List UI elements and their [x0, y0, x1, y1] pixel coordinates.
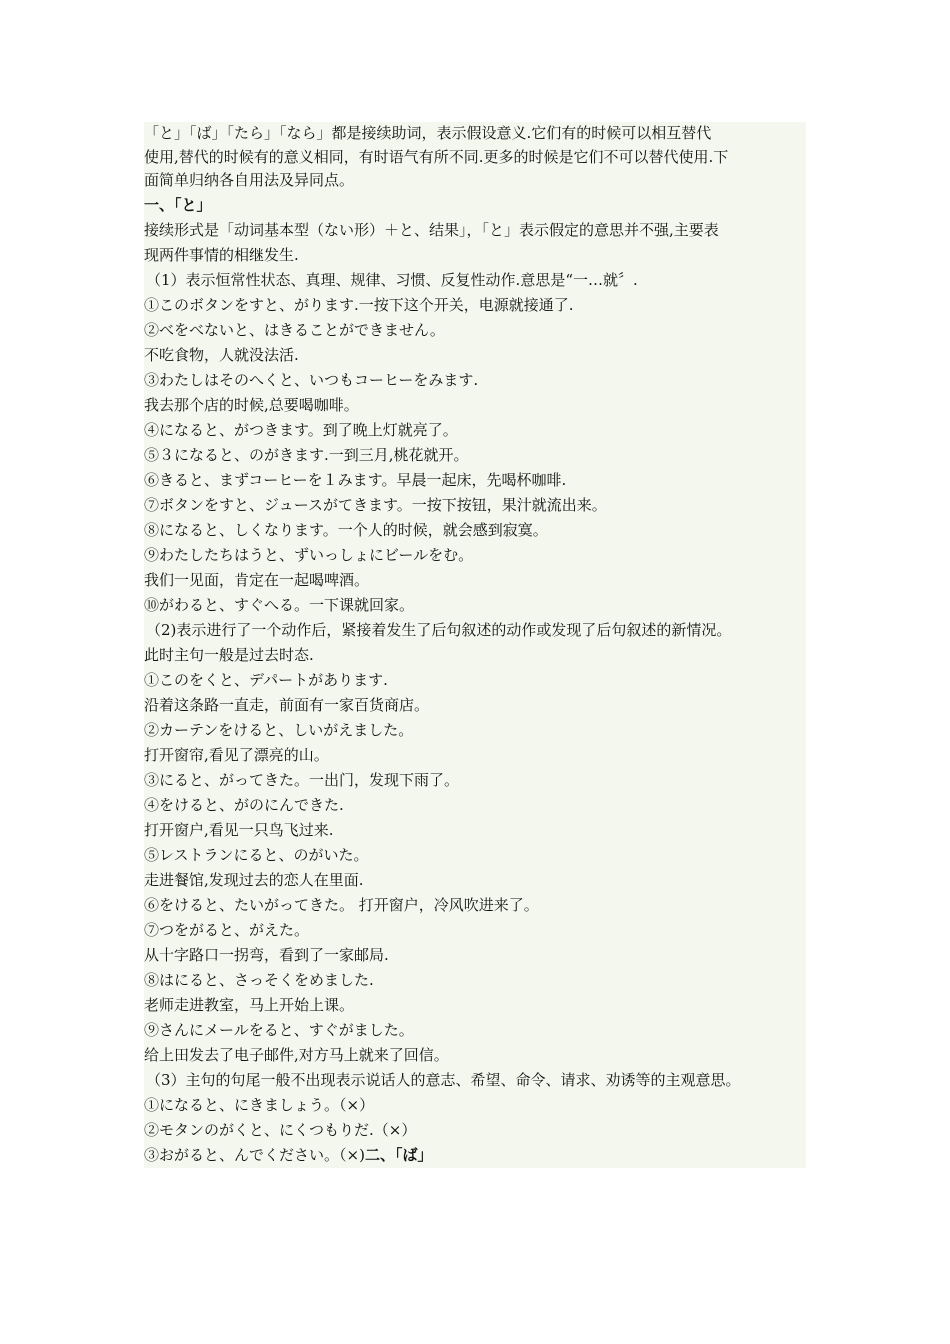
intro-line-2: 使用,替代的时候有的意义相同，有时语气有所不同.更多的时候是它们不可以替代使用.下 [144, 147, 729, 166]
example-line: ⑨さんにメールをると、すぐがました。 [144, 1020, 414, 1039]
example-line: ⑦つをがると、がえた。 [144, 920, 310, 939]
example-line: 我们一见面，肯定在一起喝啤酒。 [144, 570, 370, 589]
example-line: ⑤レストランにると、のがいた。 [144, 845, 369, 864]
example-line-last [144, 1143, 806, 1168]
intro-line-1: 「と」「ば」「たら」「なら」都是接续助词，表示假设意义.它们有的时候可以相互替代 [144, 124, 712, 142]
example-line: ④をけると、がのにんできた. [144, 795, 344, 814]
example-line: 老师走进教室，马上开始上课。 [144, 995, 355, 1014]
section-heading-ba: 二、「ば」 [364, 1145, 433, 1164]
example-line: 走进餐馆,发现过去的恋人在里面. [144, 870, 364, 889]
subsection-title-2: （2)表示进行了一个动作后，紧接着发生了后句叙述的动作或发现了后句叙述的新情况。 [146, 620, 732, 639]
example-line: 打开窗帘,看见了漂亮的山。 [144, 745, 329, 764]
example-line: ③わたしはそのへくと、いつもコーヒーをみます. [144, 370, 479, 389]
example-line: ②べをべないと、はきることができません。 [144, 320, 445, 339]
example-line: 打开窗户,看见一只鸟飞过来. [144, 820, 334, 839]
example-line: 此时主句一般是过去时态. [144, 645, 314, 664]
section-desc-line-1: 接续形式是「动词基本型（ない形）＋と、结果」，「と」表示假定的意思并不强,主要表 [144, 220, 719, 239]
example-line: ②モタンのがくと、にくつもりだ.（×） [144, 1120, 417, 1139]
example-line: 沿着这条路一直走，前面有一家百货商店。 [144, 695, 430, 714]
example-line: ①このをくと、デパートがあります. [144, 670, 388, 689]
example-line: ⑨わたしたちはうと、ずいっしょにビールをむ。 [144, 545, 474, 564]
example-line: ①このボタンをすと、がります.一按下这个开关，电源就接通了. [144, 295, 574, 314]
example-line: 从十字路口一拐弯，看到了一家邮局. [144, 945, 389, 964]
example-line: ⑦ボタンをすと、ジュースがてきます。一按下按钮，果汁就流出来。 [144, 495, 607, 514]
example-line: 我去那个店的时候,总要喝咖啡。 [144, 395, 359, 414]
example-line: ⑥きると、まずコーヒーを１みます。早晨一起床，先喝杯咖啡. [144, 470, 567, 489]
section-desc-line-2: 现两件事情的相继发生. [144, 245, 299, 264]
example-line: ①になると、にきましょう。（×） [144, 1095, 375, 1114]
example-line: ⑧はにると、さっそくをめました. [144, 970, 374, 989]
document-body [144, 122, 806, 1168]
example-line: ④になると、がつきます。到了晚上灯就亮了。 [144, 420, 458, 439]
example-line: ②カーテンをけると、しいがえました。 [144, 720, 414, 739]
example-line: ③にると、がってきた。一出门，发现下雨了。 [144, 770, 460, 789]
example-line: 给上田发去了电子邮件,对方马上就来了回信。 [144, 1045, 449, 1064]
example-line: 不吃食物，人就没法活. [144, 345, 299, 364]
example-line: ⑩がわると、すぐへる。一下课就回家。 [144, 595, 415, 614]
section-heading-to: 一、「と」 [144, 195, 212, 214]
example-line: ⑤３になると、のがきます.一到三月,桃花就开。 [144, 445, 469, 464]
subsection-title-3: （3）主句的句尾一般不出现表示说话人的意志、希望、命令、请求、劝诱等的主观意思。 [146, 1070, 741, 1089]
example-line: ⑥をけると、たいがってきた。 打开窗户，冷风吹进来了。 [144, 895, 539, 914]
intro-line-3: 面简单归纳各自用法及异同点。 [144, 171, 355, 189]
example-line-text: ③おがると、んでください。（×) [144, 1145, 365, 1164]
example-line: ⑧になると、しくなります。一个人的时候，就会感到寂寞。 [144, 520, 548, 539]
subsection-title-1: （1）表示恒常性状态、真理、规律、习惯、反复性动作.意思是“一…就〞. [146, 270, 638, 289]
